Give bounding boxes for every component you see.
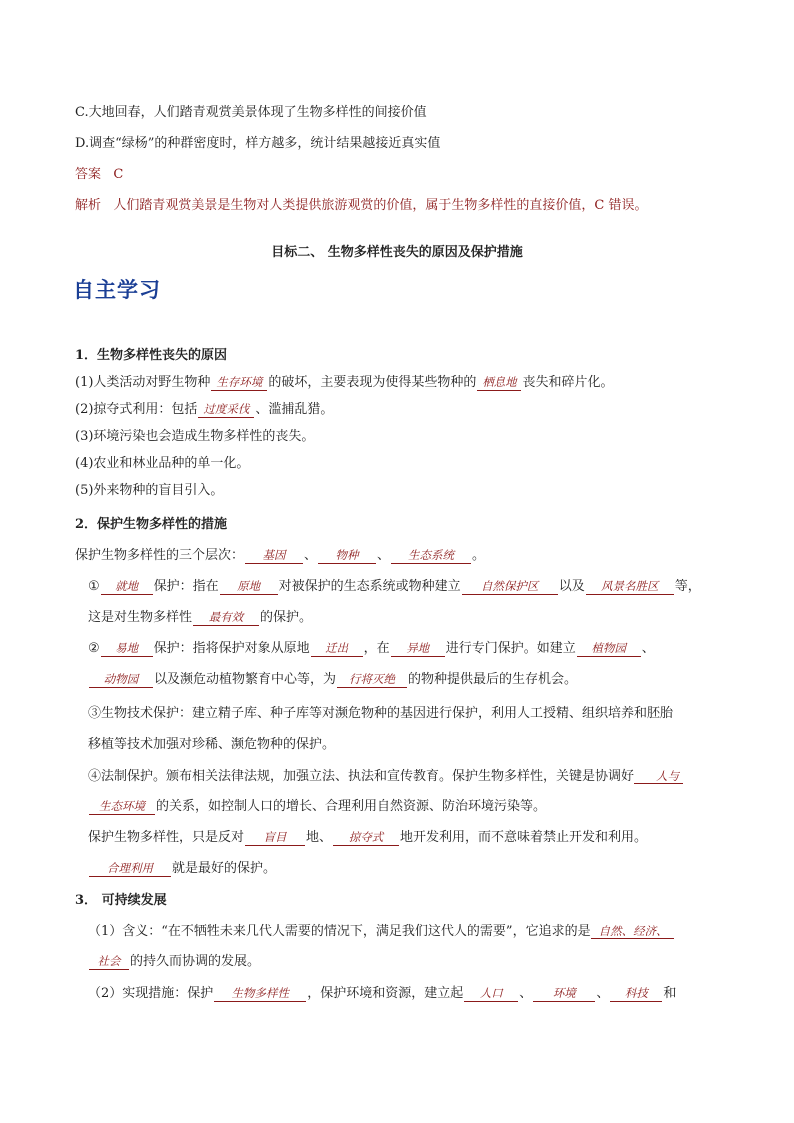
text: 丧失和碎片化。 bbox=[522, 375, 614, 390]
blank-answer: 栖息地 bbox=[477, 375, 521, 391]
s2-p4-cont bbox=[88, 797, 546, 817]
answer-label: 答案 bbox=[75, 167, 102, 182]
goal-heading: 目标二、 生物多样性丧失的原因及保护措施 bbox=[271, 245, 523, 260]
s2-p3-cont: 移植等技术加强对珍稀、濒危物种的保护。 bbox=[88, 737, 336, 752]
s2-p1-cont bbox=[88, 608, 312, 628]
blank-answer: 就地 bbox=[101, 579, 153, 595]
text: 的物种提供最后的生存机会。 bbox=[408, 672, 578, 687]
text: 对被保护的生态系统或物种建立 bbox=[278, 579, 461, 594]
text: ，在 bbox=[363, 641, 390, 656]
s3-meaning bbox=[88, 921, 674, 942]
blank-answer: 自然、经济、 bbox=[591, 924, 674, 939]
s3-measures bbox=[88, 984, 676, 1004]
text: 保护：指将保护对象从原地 bbox=[153, 641, 310, 656]
text: （1）含义：“在不牺牲未来几代人需要的情况下，满足我们这代人的需要”，它追求的是 bbox=[88, 924, 591, 939]
s1-line4: (4)农业和林业品种的单一化。 bbox=[75, 456, 250, 471]
text: 进行专门保护。如建立 bbox=[445, 641, 576, 656]
text: 保护：指在 bbox=[153, 579, 219, 594]
s2-p5-cont bbox=[88, 859, 276, 879]
text: 以及濒危动植物繁育中心等，为 bbox=[154, 672, 337, 687]
text: 这是对生物多样性 bbox=[88, 610, 193, 625]
s1-heading: 1．生物多样性丧失的原因 bbox=[75, 348, 228, 363]
text: 的保护。 bbox=[260, 610, 313, 625]
text: 、 bbox=[641, 641, 655, 656]
blank-answer: 掠夺式 bbox=[333, 830, 399, 846]
text: 、 bbox=[377, 548, 391, 563]
text: 、 bbox=[304, 548, 318, 563]
s1-line3: (3)环境污染也会造成生物多样性的丧失。 bbox=[75, 429, 315, 444]
analysis-text: 人们踏青观赏美景是生物对人类提供旅游观赏的价值，属于生物多样性的直接价值，C 错误。 bbox=[113, 198, 648, 213]
blank-answer: 植物园 bbox=[577, 641, 641, 657]
text: 和 bbox=[663, 986, 677, 1001]
text: ② bbox=[88, 641, 100, 656]
s1-line1 bbox=[75, 373, 613, 393]
text: (1)人类活动对野生物种 bbox=[75, 375, 211, 390]
blank-answer: 盲目 bbox=[245, 830, 305, 846]
text: 。 bbox=[472, 548, 486, 563]
blank-answer: 动物园 bbox=[89, 672, 153, 688]
blank-answer: 生态系统 bbox=[391, 548, 471, 564]
analysis-line bbox=[75, 196, 648, 216]
blank-answer: 人与 bbox=[634, 769, 683, 784]
option-c: C.大地回春，人们踏青观赏美景体现了生物多样性的间接价值 bbox=[75, 105, 427, 120]
text: 、 bbox=[596, 986, 610, 1001]
text: 以及 bbox=[558, 579, 585, 594]
text: 地、 bbox=[306, 830, 333, 845]
s3-heading: 3． 可持续发展 bbox=[75, 893, 167, 908]
blank-answer: 生态环境 bbox=[89, 799, 155, 815]
text: 、 bbox=[519, 986, 533, 1001]
text: ④法制保护。颁布相关法律法规，加强立法、执法和宣传教育。保护生物多样性，关键是协调好 bbox=[88, 769, 635, 784]
text: ，保护环境和资源，建立起 bbox=[307, 986, 464, 1001]
answer-value: C bbox=[113, 167, 124, 182]
blank-answer: 最有效 bbox=[193, 610, 259, 626]
text: 就是最好的保护。 bbox=[172, 861, 277, 876]
blank-answer: 科技 bbox=[610, 986, 662, 1002]
s1-line2 bbox=[75, 400, 333, 420]
blank-answer: 合理利用 bbox=[89, 861, 171, 877]
s1-line5: (5)外来物种的盲目引入。 bbox=[75, 483, 224, 498]
s2-p2 bbox=[88, 639, 655, 659]
text: 的破坏，主要表现为使得某些物种的 bbox=[268, 375, 477, 390]
text: 的持久而协调的发展。 bbox=[130, 954, 261, 969]
text: 地开发利用，而不意味着禁止开发和利用。 bbox=[400, 830, 648, 845]
blank-answer: 迁出 bbox=[311, 641, 363, 657]
s2-p2-cont bbox=[88, 670, 577, 690]
blank-answer: 行将灭绝 bbox=[337, 672, 407, 688]
blank-answer: 生存环境 bbox=[211, 375, 267, 391]
s2-p3: ③生物技术保护：建立精子库、种子库等对濒危物种的基因进行保护，利用人工授精、组织培养和胚胎 bbox=[88, 706, 674, 721]
text: 保护生物多样性的三个层次： bbox=[75, 548, 245, 563]
s3-meaning-cont bbox=[88, 952, 260, 972]
s2-p1 bbox=[88, 577, 701, 597]
s2-p4 bbox=[88, 766, 683, 787]
blank-answer: 人口 bbox=[464, 986, 518, 1002]
blank-answer: 风景名胜区 bbox=[586, 579, 674, 595]
blank-answer: 物种 bbox=[318, 548, 376, 564]
s2-levels bbox=[75, 546, 485, 566]
blank-answer: 环境 bbox=[533, 986, 595, 1002]
option-d: D.调查“绿杨”的种群密度时，样方越多，统计结果越接近真实值 bbox=[75, 136, 441, 151]
blank-answer: 易地 bbox=[101, 641, 153, 657]
text: （2）实现措施：保护 bbox=[88, 986, 214, 1001]
text: 等， bbox=[674, 579, 701, 594]
blank-answer: 自然保护区 bbox=[462, 579, 558, 595]
text: (2)掠夺式利用：包括 bbox=[75, 402, 198, 417]
blank-answer: 异地 bbox=[391, 641, 445, 657]
analysis-label: 解析 bbox=[75, 198, 102, 213]
text: 的关系，如控制人口的增长、合理利用自然资源、防治环境污染等。 bbox=[156, 799, 547, 814]
section-title: 自主学习 bbox=[73, 278, 161, 302]
text: ① bbox=[88, 579, 100, 594]
s2-heading: 2．保护生物多样性的措施 bbox=[75, 517, 228, 532]
blank-answer: 过度采伐 bbox=[198, 402, 254, 418]
blank-answer: 基因 bbox=[245, 548, 303, 564]
answer-line bbox=[75, 165, 123, 185]
s2-p5 bbox=[88, 828, 647, 848]
blank-answer: 原地 bbox=[220, 579, 278, 595]
blank-answer: 生物多样性 bbox=[214, 986, 306, 1002]
text: 、滥捕乱猎。 bbox=[255, 402, 334, 417]
blank-answer: 社会 bbox=[89, 954, 129, 970]
text: 保护生物多样性，只是反对 bbox=[88, 830, 245, 845]
